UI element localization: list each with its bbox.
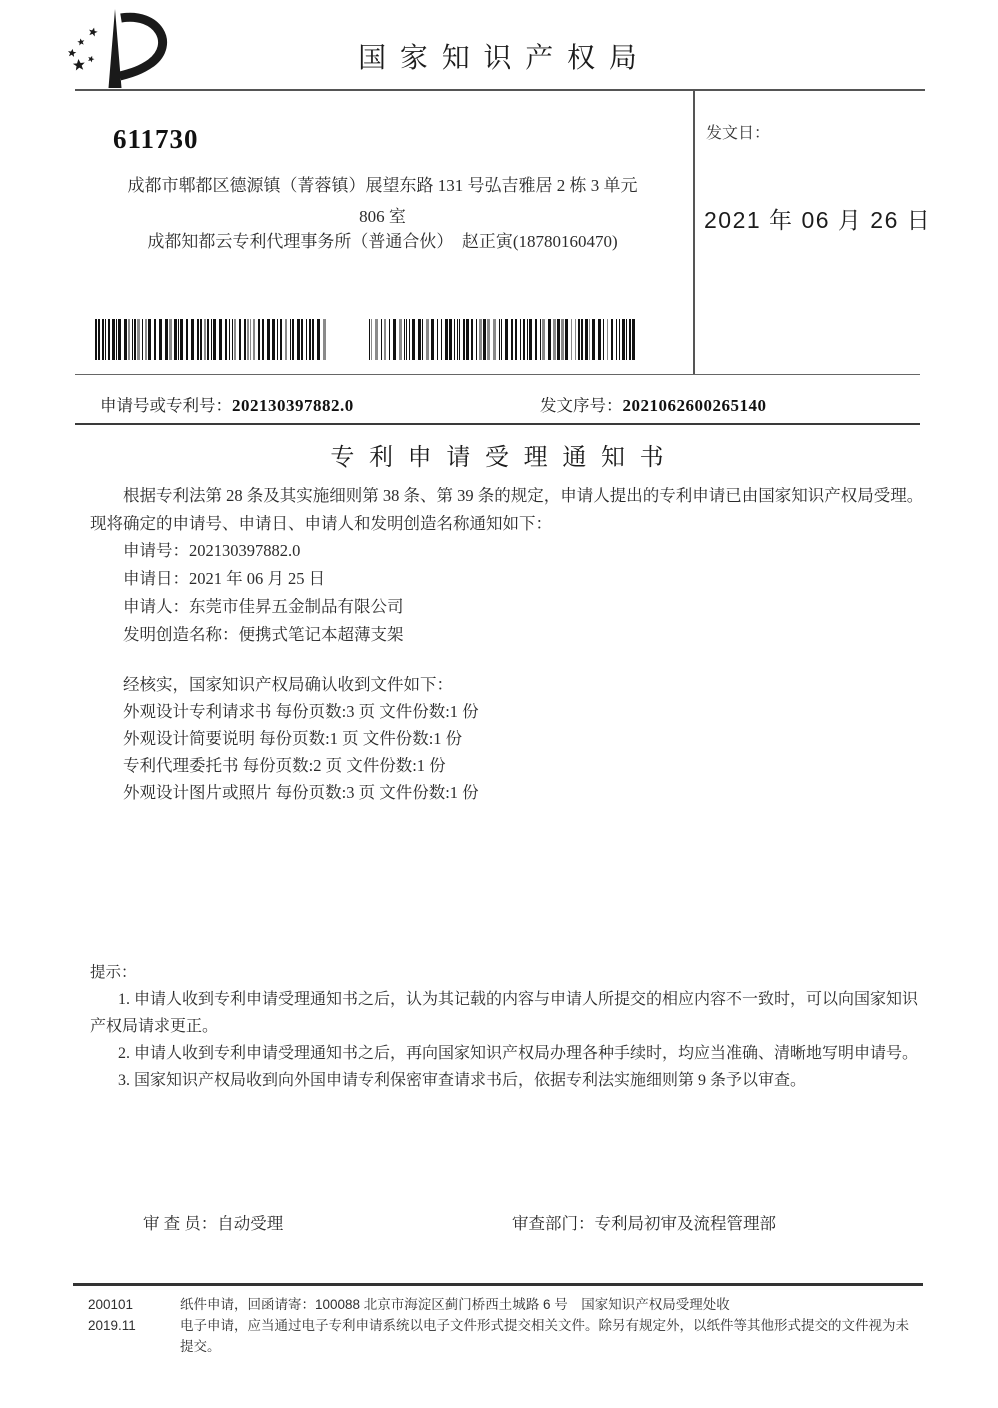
addressee-address: 成都市郫都区德源镇（菁蓉镇）展望东路 131 号弘吉雅居 2 栋 3 单元 — [127, 176, 638, 195]
application-details — [123, 537, 823, 649]
notes-block — [90, 986, 930, 1094]
notes-title: 提示： — [90, 964, 137, 981]
postal-code: 611730 — [113, 124, 199, 154]
barcode-right — [369, 319, 642, 360]
serial-number: 2021062600265140 — [622, 396, 767, 415]
date-box-divider — [693, 90, 695, 374]
agency-title: 国 家 知 识 产 权 局 — [358, 42, 640, 73]
received-file-pictures: 外观设计图片或照片 每份页数:3 页 文件份数:1 份 — [123, 783, 479, 802]
dispatch-date-label: 发文日： — [706, 125, 771, 142]
received-file-poa: 专利代理委托书 每份页数:2 页 文件份数:1 份 — [123, 756, 446, 775]
footer-form-code: 200101 — [88, 1297, 134, 1312]
intro-paragraph: 根据专利法第 28 条及其实施细则第 38 条、第 39 条的规定，申请人提出的专利申请已由国家知识产权局受理。现将确定的申请号、申请日、申请人和发明创造名称通知如下： — [90, 486, 924, 533]
barcode-left — [95, 319, 328, 360]
footer-paper-note: 纸件申请，回函请寄：100088 北京市海淀区蓟门桥西土城路 6 号 国家知识产权局受理处收 — [180, 1297, 730, 1312]
received-file-brief: 外观设计简要说明 每份页数:1 页 文件份数:1 份 — [123, 729, 463, 748]
received-file-request: 外观设计专利请求书 每份页数:3 页 文件份数:1 份 — [123, 702, 479, 721]
addressee-room: 806 室 — [359, 207, 406, 226]
note-item-1: 1. 申请人收到专利申请受理通知书之后，认为其记载的内容与申请人所提交的相应内容不一致时，可以向国家知识产权局请求更正。 — [90, 991, 919, 1035]
reference-divider — [75, 423, 920, 425]
serial-number-label: 发文序号： — [540, 396, 623, 415]
department-label: 审查部门： — [512, 1214, 595, 1233]
note-item-3: 3. 国家知识产权局收到向外国申请专利保密审查请求书后，依据专利法实施细则第 9 条予以审查。 — [118, 1072, 807, 1089]
footer-electronic-note: 电子申请，应当通过电子专利申请系统以电子文件形式提交相关文件。除另有规定外，以纸件等其他形式提交的文件视为未提交。 — [180, 1318, 909, 1354]
application-number: 202130397882.0 — [232, 396, 354, 415]
header-divider — [75, 89, 925, 91]
detail-application-number: 申请号：202130397882.0 — [123, 541, 301, 560]
document-title: 专 利 申 请 受 理 通 知 书 — [330, 444, 668, 471]
received-files-block — [123, 671, 883, 806]
footer-form-date: 2019.11 — [88, 1318, 136, 1333]
received-files-intro: 经核实，国家知识产权局确认收到文件如下： — [123, 675, 453, 694]
footer-divider — [73, 1283, 923, 1286]
detail-application-date: 申请日：2021 年 06 月 25 日 — [123, 569, 326, 588]
detail-invention-title: 发明创造名称：便携式笔记本超薄支架 — [123, 625, 404, 644]
examiner-label: 审 查 员： — [143, 1214, 218, 1233]
detail-applicant: 申请人：东莞市佳昇五金制品有限公司 — [123, 597, 404, 616]
footer-block — [88, 1294, 933, 1357]
examiner-value: 自动受理 — [217, 1214, 284, 1233]
department-value: 专利局初审及流程管理部 — [594, 1214, 776, 1233]
note-item-2: 2. 申请人收到专利申请受理通知书之后，再向国家知识产权局办理各种手续时，均应当准确、清晰地写明申请号。 — [118, 1045, 919, 1062]
application-number-label: 申请号或专利号： — [100, 396, 232, 415]
agent-line: 成都知都云专利代理事务所（普通合伙） 赵正寅(18780160470) — [147, 232, 618, 251]
mid-divider — [75, 374, 920, 375]
dispatch-date-value: 2021 年 06 月 26 日 — [704, 207, 932, 233]
